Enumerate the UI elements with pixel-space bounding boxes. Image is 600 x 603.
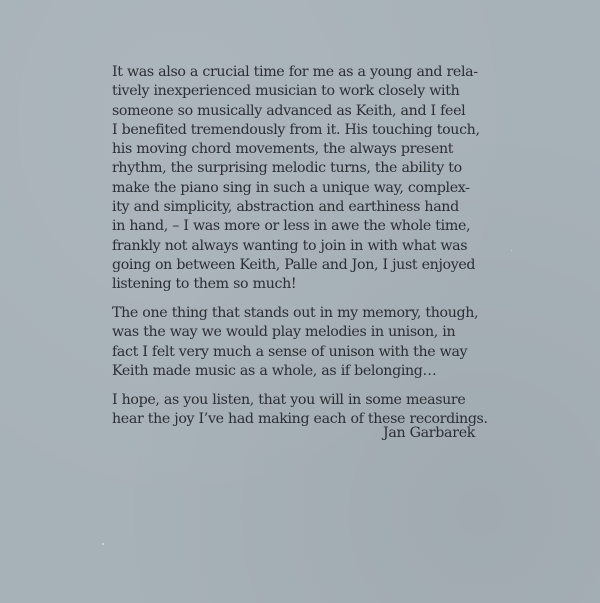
- paragraph-1: [112, 63, 480, 295]
- text-line: make the piano sing in such a unique way, complex-: [112, 179, 470, 196]
- text-line: in hand, – I was more or less in awe the whole time,: [112, 218, 471, 235]
- paper-speck: [511, 250, 512, 251]
- text-line: tively inexperienced musician to work closely with: [112, 83, 460, 100]
- text-line: ity and simplicity, abstraction and earthiness hand: [112, 199, 459, 216]
- text-line: rhythm, the surprising melodic turns, the ability to: [112, 160, 462, 177]
- text-line: hear the joy I’ve had making each of these recordings.: [112, 411, 488, 428]
- liner-notes-text: [112, 63, 488, 429]
- text-line: frankly not always wanting to join in with what was: [112, 237, 468, 254]
- text-line: It was also a crucial time for me as a young and rela-: [112, 64, 478, 80]
- paragraph-2: [112, 304, 479, 381]
- text-line: his moving chord movements, the always present: [112, 141, 454, 158]
- text-line: fact I felt very much a sense of unison with the way: [112, 343, 468, 360]
- text-line: The one thing that stands out in my memory, though,: [112, 305, 479, 322]
- text-line: listening to them so much!: [112, 276, 297, 293]
- text-line: I hope, as you listen, that you will in some measure: [112, 391, 466, 408]
- text-line: going on between Keith, Palle and Jon, I just enjoyed: [112, 256, 476, 273]
- author-signature: Jan Garbarek: [383, 425, 476, 441]
- paper-speck: [102, 543, 104, 545]
- text-line: was the way we would play melodies in unison, in: [112, 324, 456, 341]
- text-line: Keith made music as a whole, as if belonging…: [112, 362, 437, 379]
- paragraph-3: [112, 391, 488, 430]
- text-line: I benefited tremendously from it. His touching touch,: [112, 121, 480, 138]
- text-line: someone so musically advanced as Keith, and I feel: [112, 102, 466, 119]
